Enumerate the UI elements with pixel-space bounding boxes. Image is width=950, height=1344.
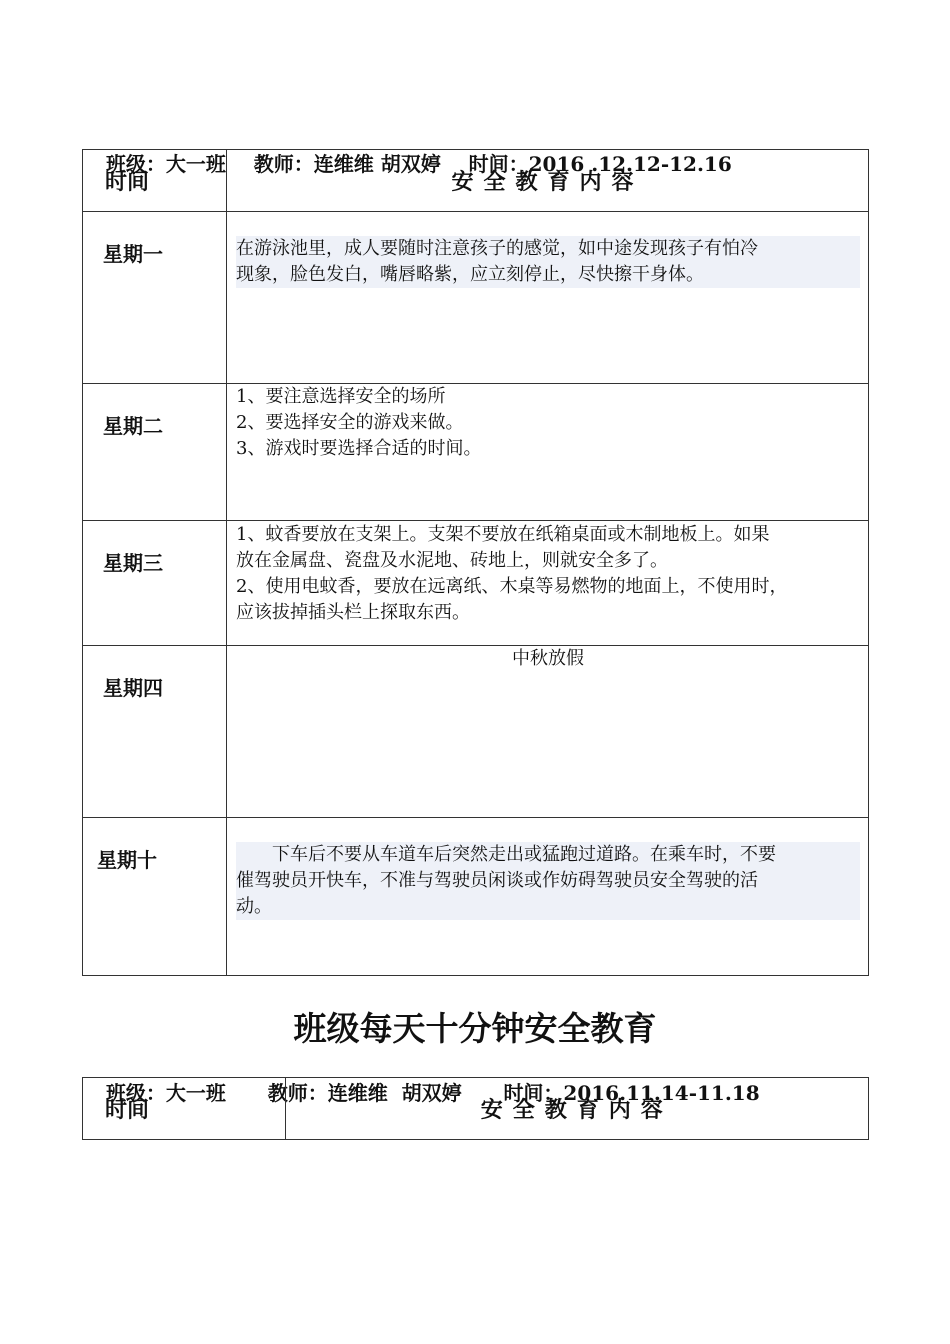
header-content: 安全教育内容: [227, 150, 869, 212]
content-line: 现象，脸色发白，嘴唇略紫，应立刻停止，尽快擦干身体。: [236, 262, 860, 288]
header-content: 安全教育内容: [285, 1078, 868, 1140]
content-line: 中秋放假: [512, 648, 584, 669]
safety-schedule-table-1: [82, 149, 869, 976]
header-time: 时间: [83, 150, 227, 212]
table-header-row: [83, 150, 869, 212]
content-line: 放在金属盘、瓷盘及水泥地、砖地上，则就安全多了。: [236, 550, 668, 571]
content-cell: [227, 646, 869, 818]
content-cell: [227, 521, 869, 646]
content-line: 下车后不要从车道车后突然走出或猛跑过道路。在乘车时，不要: [236, 842, 860, 868]
content-line: 动。: [236, 894, 860, 920]
class-label: 班级：大一班: [105, 152, 226, 176]
day-label: 星期一: [83, 212, 227, 384]
teacher-label: 教师：连维维 胡双婷: [253, 152, 441, 176]
table-row-wednesday: [83, 521, 869, 646]
content-line: 3、游戏时要选择合适的时间。: [236, 438, 482, 459]
content-cell: [227, 212, 869, 384]
class-label: 班级：大一班: [105, 1081, 226, 1105]
page-title: 班级每天十分钟安全教育: [293, 1009, 657, 1048]
safety-schedule-table-2: [82, 1077, 869, 1140]
content-line: 1、要注意选择安全的场所: [236, 386, 446, 407]
content-line: 应该拔掉插头栏上探取东西。: [236, 602, 470, 623]
content-line: 2、使用电蚊香，要放在远离纸、木桌等易燃物的地面上，不使用时，: [236, 576, 788, 597]
day-label: 星期三: [83, 521, 227, 646]
header-time: 时间: [83, 1078, 286, 1140]
table-row-thursday: [83, 646, 869, 818]
date-range-label: 时间：2016.11.14-11.18: [503, 1081, 760, 1105]
content-line: 在游泳池里，成人要随时注意孩子的感觉，如中途发现孩子有怕冷: [236, 236, 860, 262]
table-header-row: [83, 1078, 869, 1140]
day-label: 星期十: [83, 818, 227, 976]
content-cell: [227, 384, 869, 521]
content-line: 1、蚊香要放在支架上。支架不要放在纸箱桌面或木制地板上。如果: [236, 524, 770, 545]
day-label: 星期四: [83, 646, 227, 818]
table-row-monday: [83, 212, 869, 384]
content-line: 2、要选择安全的游戏来做。: [236, 412, 464, 433]
content-line: 催驾驶员开快车，不准与驾驶员闲谈或作妨碍驾驶员安全驾驶的活: [236, 868, 860, 894]
table-row-tuesday: [83, 384, 869, 521]
teacher-label: 教师：连维维 胡双婷: [267, 1081, 462, 1105]
table-row-day-ten: [83, 818, 869, 976]
date-range-label: 时间：2016 .12.12-12.16: [468, 152, 732, 176]
day-label: 星期二: [83, 384, 227, 521]
content-cell: [227, 818, 869, 976]
